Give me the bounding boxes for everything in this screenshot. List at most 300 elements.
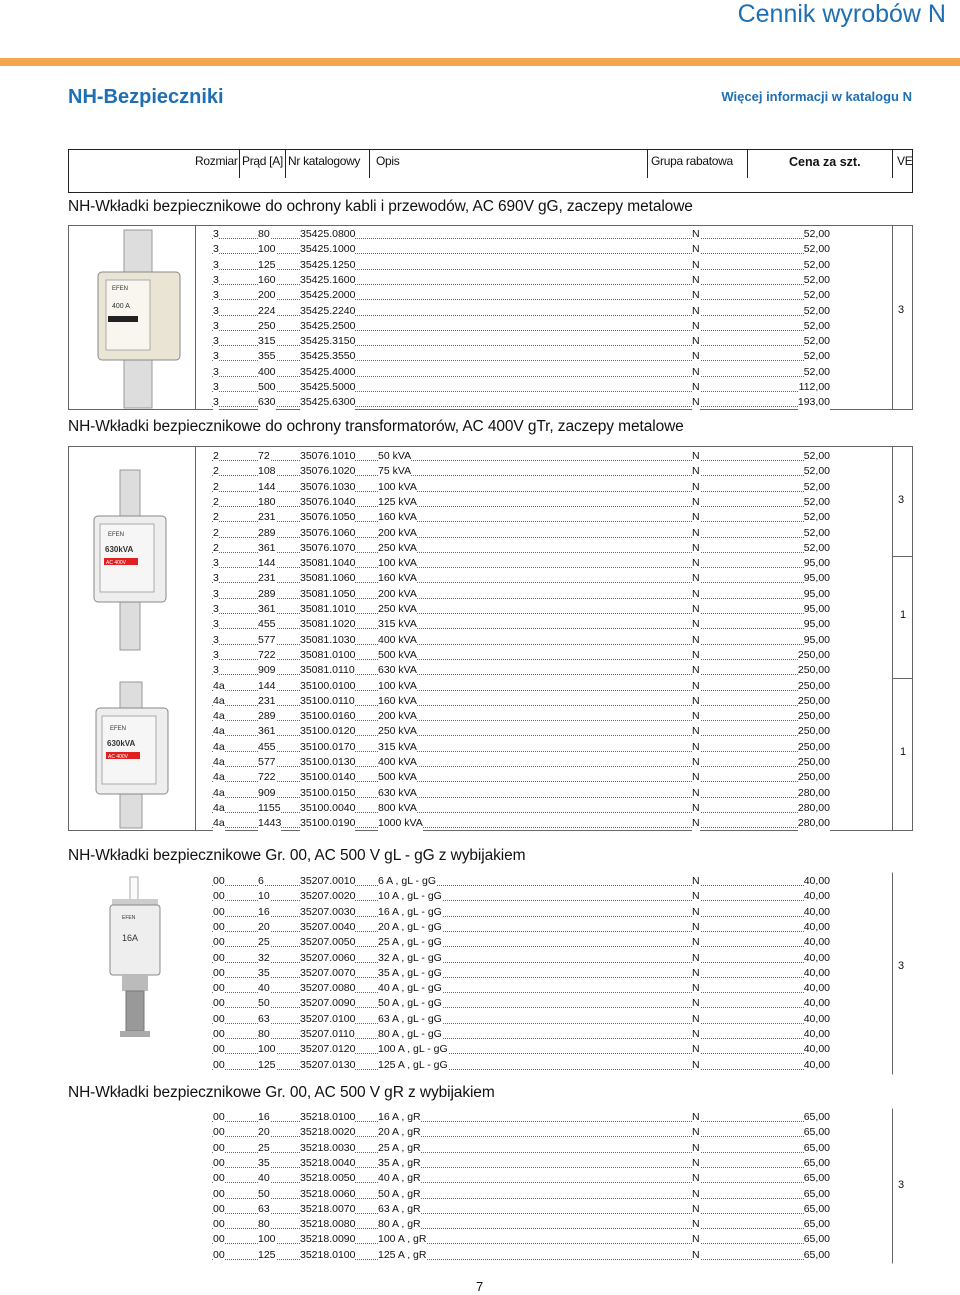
cell-current: 50 [258, 1187, 270, 1200]
table-row [0, 996, 960, 1011]
cell-discount-group: N [692, 365, 700, 378]
cell-discount-group: N [692, 258, 700, 271]
cell-catalog-number: 35207.0100 [300, 1012, 356, 1025]
cell-size: 00 [213, 1126, 225, 1139]
cell-price: 65,00 [803, 1172, 830, 1185]
cell-size: 00 [213, 1012, 225, 1025]
cell-current: 577 [258, 756, 276, 768]
cell-catalog-number: 35218.0030 [300, 1141, 356, 1154]
cell-current: 722 [258, 648, 276, 661]
cell-current: 25 [258, 936, 270, 949]
cell-price: 65,00 [803, 1156, 830, 1169]
cell-price: 95,00 [803, 557, 830, 570]
cell-catalog-number: 35207.0070 [300, 966, 356, 979]
cell-current: 32 [258, 951, 270, 964]
cell-price: 52,00 [803, 465, 830, 478]
table-row [0, 724, 960, 739]
cell-current: 16 [258, 905, 270, 918]
table-row [0, 242, 960, 257]
cell-discount-group: N [692, 381, 700, 393]
cell-catalog-number: 35207.0060 [300, 951, 356, 964]
cell-catalog-number: 35425.5000 [300, 381, 356, 393]
cell-catalog-number: 35425.4000 [300, 365, 356, 378]
cell-price: 40,00 [803, 966, 830, 979]
cell-discount-group: N [692, 526, 700, 539]
cell-catalog-number: 35425.6300 [300, 396, 356, 409]
cell-price: 52,00 [803, 319, 830, 332]
cell-description: 35 A , gR [378, 1156, 421, 1169]
cell-discount-group: N [692, 951, 700, 964]
cell-discount-group: N [692, 465, 700, 478]
cell-current: 144 [258, 557, 276, 570]
cell-current: 400 [258, 365, 276, 378]
table-row [0, 801, 960, 816]
cell-discount-group: N [692, 618, 700, 631]
cell-size: 00 [213, 936, 225, 949]
cell-catalog-number: 35218.0040 [300, 1156, 356, 1169]
table-row [0, 258, 960, 273]
cell-description: 200 kVA [378, 587, 417, 600]
cell-price: 52,00 [803, 350, 830, 363]
svg-text:EFEN: EFEN [110, 726, 127, 732]
cell-size: 00 [213, 966, 225, 979]
cell-current: 289 [258, 710, 276, 723]
cell-catalog-number: 35425.1250 [300, 258, 356, 271]
cell-discount-group: N [692, 396, 700, 409]
cell-current: 10 [258, 890, 270, 903]
cell-current: 1155 [258, 801, 281, 814]
cell-description: 32 A , gL - gG [378, 951, 442, 964]
header-description: Opis [369, 150, 646, 178]
cell-size: 3 [213, 350, 219, 363]
svg-text:EFEN: EFEN [122, 915, 136, 921]
cell-discount-group: N [692, 920, 700, 933]
cell-current: 361 [258, 603, 276, 615]
cell-current: 160 [258, 273, 276, 286]
table-row [0, 349, 960, 364]
cell-discount-group: N [692, 572, 700, 585]
table-row [0, 617, 960, 632]
cell-discount-group: N [692, 1111, 700, 1123]
cell-current: 35 [258, 1156, 270, 1169]
cell-price: 95,00 [803, 603, 830, 615]
cell-description: 100 kVA [378, 557, 417, 570]
cell-catalog-number: 35081.1050 [300, 587, 356, 600]
cell-size: 4a [213, 679, 225, 692]
cell-price: 193,00 [797, 396, 830, 409]
cell-discount-group: N [692, 1126, 700, 1139]
cell-current: 100 [258, 1043, 276, 1056]
cell-price: 40,00 [803, 890, 830, 903]
cell-current: 722 [258, 771, 276, 784]
cell-discount-group: N [692, 511, 700, 524]
cell-description: 100 A , gL - gG [378, 1043, 448, 1056]
cell-discount-group: N [692, 541, 700, 554]
cell-size: 3 [213, 648, 219, 661]
cell-size: 3 [213, 228, 219, 240]
cell-catalog-number: 35425.1000 [300, 243, 356, 256]
cell-current: 50 [258, 997, 270, 1010]
cell-size: 3 [213, 258, 219, 271]
table-row [0, 365, 960, 380]
cell-catalog-number: 35207.0010 [300, 875, 356, 887]
cell-current: 63 [258, 1202, 270, 1215]
cell-current: 125 [258, 1058, 276, 1071]
cell-description: 75 kVA [378, 465, 412, 478]
cell-catalog-number: 35207.0130 [300, 1058, 356, 1071]
cell-discount-group: N [692, 710, 700, 723]
cell-description: 250 kVA [378, 725, 417, 738]
cell-discount-group: N [692, 756, 700, 768]
table-row [0, 1232, 960, 1247]
fuse-brand: EFEN [112, 286, 129, 292]
cell-current: 20 [258, 920, 270, 933]
cell-description: 50 kVA [378, 450, 412, 462]
column-header-box [68, 149, 913, 193]
cell-description: 80 A , gL - gG [378, 1028, 442, 1040]
cell-size: 3 [213, 243, 219, 256]
cell-size: 00 [213, 951, 225, 964]
cell-price: 52,00 [803, 228, 830, 240]
cell-current: 577 [258, 633, 276, 646]
cell-discount-group: N [692, 587, 700, 600]
header-ve: VE [892, 150, 912, 178]
cell-catalog-number: 35100.0160 [300, 710, 356, 723]
cell-size: 00 [213, 890, 225, 903]
cell-current: 6 [258, 875, 264, 887]
cell-discount-group: N [692, 771, 700, 784]
cell-discount-group: N [692, 1141, 700, 1154]
cell-description: 50 A , gL - gG [378, 997, 442, 1010]
cell-size: 3 [213, 587, 219, 600]
cell-description: 20 A , gL - gG [378, 920, 442, 933]
table-row [0, 571, 960, 586]
cell-size: 4a [213, 771, 225, 784]
cell-price: 52,00 [803, 495, 830, 508]
ve-value: 3 [898, 494, 905, 506]
cell-price: 250,00 [797, 694, 830, 707]
cell-size: 00 [213, 1156, 225, 1169]
cell-catalog-number: 35076.1050 [300, 511, 356, 524]
cell-current: 231 [258, 511, 276, 524]
cell-price: 65,00 [803, 1233, 830, 1246]
cell-current: 231 [258, 694, 276, 707]
cell-catalog-number: 35207.0050 [300, 936, 356, 949]
cell-discount-group: N [692, 1202, 700, 1215]
cell-price: 250,00 [797, 771, 830, 784]
cell-catalog-number: 35081.1010 [300, 603, 356, 615]
ve-value: 3 [898, 960, 905, 972]
table-row [0, 273, 960, 288]
cell-price: 65,00 [803, 1202, 830, 1215]
table-row [0, 449, 960, 464]
cell-current: 224 [258, 304, 276, 317]
svg-text:AC 400V: AC 400V [108, 754, 129, 760]
cell-discount-group: N [692, 1172, 700, 1185]
cell-price: 40,00 [803, 905, 830, 918]
cell-discount-group: N [692, 817, 700, 830]
cell-catalog-number: 35100.0190 [300, 817, 356, 830]
table-row [0, 464, 960, 479]
cell-price: 250,00 [797, 664, 830, 677]
cell-current: 231 [258, 572, 276, 585]
cell-discount-group: N [692, 319, 700, 332]
cell-size: 3 [213, 381, 219, 393]
cell-current: 361 [258, 541, 276, 554]
table-row [0, 1125, 960, 1140]
cell-size: 00 [213, 1218, 225, 1231]
cell-discount-group: N [692, 603, 700, 615]
cell-size: 3 [213, 664, 219, 677]
cell-discount-group: N [692, 243, 700, 256]
svg-text:16A: 16A [122, 933, 139, 943]
cell-discount-group: N [692, 273, 700, 286]
svg-text:AC 400V: AC 400V [106, 560, 127, 566]
cell-description: 160 kVA [378, 511, 417, 524]
cell-current: 630 [258, 396, 276, 409]
cell-price: 40,00 [803, 1043, 830, 1056]
cell-price: 65,00 [803, 1141, 830, 1154]
cell-current: 455 [258, 740, 276, 753]
cell-current: 180 [258, 495, 276, 508]
header-band [0, 58, 960, 66]
table-row [0, 920, 960, 935]
cell-current: 250 [258, 319, 276, 332]
cell-description: 16 A , gR [378, 1111, 421, 1123]
table-row [0, 740, 960, 755]
table-row [0, 966, 960, 981]
table-row [0, 1171, 960, 1186]
cell-discount-group: N [692, 304, 700, 317]
cell-current: 125 [258, 258, 276, 271]
cell-description: 400 kVA [378, 756, 417, 768]
cell-size: 2 [213, 541, 219, 554]
cell-catalog-number: 35218.0070 [300, 1202, 356, 1215]
cell-current: 100 [258, 243, 276, 256]
table-row [0, 694, 960, 709]
cell-current: 1443 [258, 817, 282, 830]
cell-size: 00 [213, 1172, 225, 1185]
cell-description: 160 kVA [378, 694, 417, 707]
table-row [0, 556, 960, 571]
cell-discount-group: N [692, 664, 700, 677]
cell-price: 40,00 [803, 1058, 830, 1071]
cell-discount-group: N [692, 1218, 700, 1231]
header-size: Rozmiar [195, 154, 238, 168]
cell-price: 40,00 [803, 1028, 830, 1040]
cell-description: 630 kVA [378, 786, 417, 799]
cell-price: 250,00 [797, 710, 830, 723]
cell-description: 35 A , gL - gG [378, 966, 442, 979]
cell-size: 00 [213, 920, 225, 933]
table-row [0, 602, 960, 617]
cell-current: 200 [258, 289, 276, 302]
table-row [0, 1141, 960, 1156]
cell-price: 40,00 [803, 920, 830, 933]
cell-description: 100 kVA [378, 480, 417, 493]
cell-size: 3 [213, 572, 219, 585]
table-row [0, 633, 960, 648]
cell-catalog-number: 35425.3150 [300, 335, 356, 348]
cell-catalog-number: 35076.1010 [300, 450, 356, 462]
cell-description: 125 A , gL - gG [378, 1058, 448, 1071]
table-row [0, 541, 960, 556]
cell-discount-group: N [692, 936, 700, 949]
cell-catalog-number: 35425.2500 [300, 319, 356, 332]
cell-description: 200 kVA [378, 526, 417, 539]
cell-price: 280,00 [797, 801, 830, 814]
cell-catalog-number: 35425.0800 [300, 228, 356, 240]
cell-description: 100 A , gR [378, 1233, 427, 1246]
cell-size: 3 [213, 273, 219, 286]
table-row [0, 1248, 960, 1263]
table-row [0, 663, 960, 678]
table-row [0, 1042, 960, 1057]
cell-current: 63 [258, 1012, 270, 1025]
cell-description: 25 A , gL - gG [378, 936, 442, 949]
cell-price: 250,00 [797, 679, 830, 692]
cell-catalog-number: 35076.1020 [300, 465, 356, 478]
cell-discount-group: N [692, 495, 700, 508]
header-sep [747, 150, 748, 178]
table-row [0, 227, 960, 242]
cell-description: 20 A , gR [378, 1126, 421, 1139]
cell-discount-group: N [692, 1233, 700, 1246]
cell-price: 52,00 [803, 243, 830, 256]
table-row [0, 334, 960, 349]
cell-discount-group: N [692, 1028, 700, 1040]
table-row [0, 1110, 960, 1125]
cell-size: 2 [213, 511, 219, 524]
cell-catalog-number: 35081.0100 [300, 648, 356, 661]
cell-price: 95,00 [803, 633, 830, 646]
catalog-info-link[interactable]: Więcej informacji w katalogu N [721, 89, 912, 104]
cell-discount-group: N [692, 633, 700, 646]
cell-discount-group: N [692, 1043, 700, 1056]
cell-catalog-number: 35207.0110 [300, 1028, 355, 1040]
cell-size: 3 [213, 618, 219, 631]
cell-size: 00 [213, 1187, 225, 1200]
cell-description: 40 A , gL - gG [378, 982, 442, 995]
table-row [0, 395, 960, 410]
cell-price: 65,00 [803, 1126, 830, 1139]
table-row [0, 319, 960, 334]
cell-discount-group: N [692, 1012, 700, 1025]
cell-price: 95,00 [803, 572, 830, 585]
cell-catalog-number: 35218.0080 [300, 1218, 356, 1231]
cell-size: 00 [213, 1028, 225, 1040]
cell-catalog-number: 35425.3550 [300, 350, 356, 363]
cell-catalog-number: 35100.0040 [300, 801, 356, 814]
cell-size: 00 [213, 1202, 225, 1215]
cell-catalog-number: 35207.0020 [300, 890, 356, 903]
cell-price: 52,00 [803, 511, 830, 524]
cell-size: 00 [213, 1248, 225, 1261]
cell-catalog-number: 35207.0030 [300, 905, 356, 918]
cell-current: 144 [258, 679, 276, 692]
table-row [0, 755, 960, 770]
cell-current: 361 [258, 725, 276, 738]
ve-value: 3 [898, 1179, 905, 1191]
cell-current: 100 [258, 1233, 276, 1246]
table-row [0, 1217, 960, 1232]
cell-discount-group: N [692, 1187, 700, 1200]
cell-catalog-number: 35425.2000 [300, 289, 356, 302]
cell-current: 108 [258, 465, 276, 478]
cell-price: 250,00 [797, 756, 830, 768]
cell-price: 52,00 [803, 289, 830, 302]
cell-discount-group: N [692, 289, 700, 302]
cell-current: 455 [258, 618, 276, 631]
cell-current: 355 [258, 350, 276, 363]
cell-price: 52,00 [803, 526, 830, 539]
cell-discount-group: N [692, 557, 700, 570]
svg-text:630kVA: 630kVA [105, 545, 134, 554]
cell-current: 909 [258, 664, 276, 677]
table-row [0, 874, 960, 889]
cell-description: 500 kVA [378, 648, 417, 661]
cell-current: 80 [258, 1218, 270, 1231]
cell-catalog-number: 35207.0090 [300, 997, 356, 1010]
table-row [0, 380, 960, 395]
ve-value: 3 [898, 304, 905, 316]
cell-catalog-number: 35218.0100 [300, 1111, 356, 1123]
cell-catalog-number: 35207.0040 [300, 920, 356, 933]
cell-size: 00 [213, 875, 225, 887]
cell-size: 4a [213, 694, 225, 707]
cell-description: 50 A , gR [378, 1187, 421, 1200]
cell-price: 40,00 [803, 1012, 830, 1025]
cell-catalog-number: 35081.1030 [300, 633, 356, 646]
cell-current: 35 [258, 966, 270, 979]
table-row [0, 480, 960, 495]
table-row [0, 709, 960, 724]
cell-discount-group: N [692, 982, 700, 995]
cell-current: 72 [258, 450, 270, 462]
cell-discount-group: N [692, 648, 700, 661]
cell-size: 3 [213, 319, 219, 332]
cell-price: 250,00 [797, 648, 830, 661]
ve-value: 1 [900, 609, 907, 621]
cell-description: 125 A , gR [378, 1248, 427, 1261]
cell-price: 65,00 [803, 1218, 830, 1231]
cell-price: 40,00 [803, 951, 830, 964]
table-row [0, 526, 960, 541]
table-row [0, 935, 960, 950]
cell-size: 00 [213, 1141, 225, 1154]
cell-size: 00 [213, 1111, 225, 1123]
cell-discount-group: N [692, 875, 700, 887]
cell-catalog-number: 35076.1070 [300, 541, 356, 554]
cell-size: 2 [213, 450, 219, 462]
cell-price: 52,00 [803, 273, 830, 286]
cell-size: 4a [213, 786, 225, 799]
cell-catalog-number: 35100.0140 [300, 771, 356, 784]
cell-current: 16 [258, 1111, 270, 1123]
cell-catalog-number: 35425.1600 [300, 273, 356, 286]
cell-discount-group: N [692, 997, 700, 1010]
table-row [0, 905, 960, 920]
cell-description: 125 kVA [378, 495, 417, 508]
page-number: 7 [476, 1279, 484, 1294]
cell-size: 3 [213, 633, 219, 646]
table-row [0, 679, 960, 694]
cell-catalog-number: 35076.1060 [300, 526, 356, 539]
ve-value: 1 [900, 746, 907, 758]
cell-description: 40 A , gR [378, 1172, 421, 1185]
cell-size: 4a [213, 817, 225, 830]
cell-description: 400 kVA [378, 633, 417, 646]
